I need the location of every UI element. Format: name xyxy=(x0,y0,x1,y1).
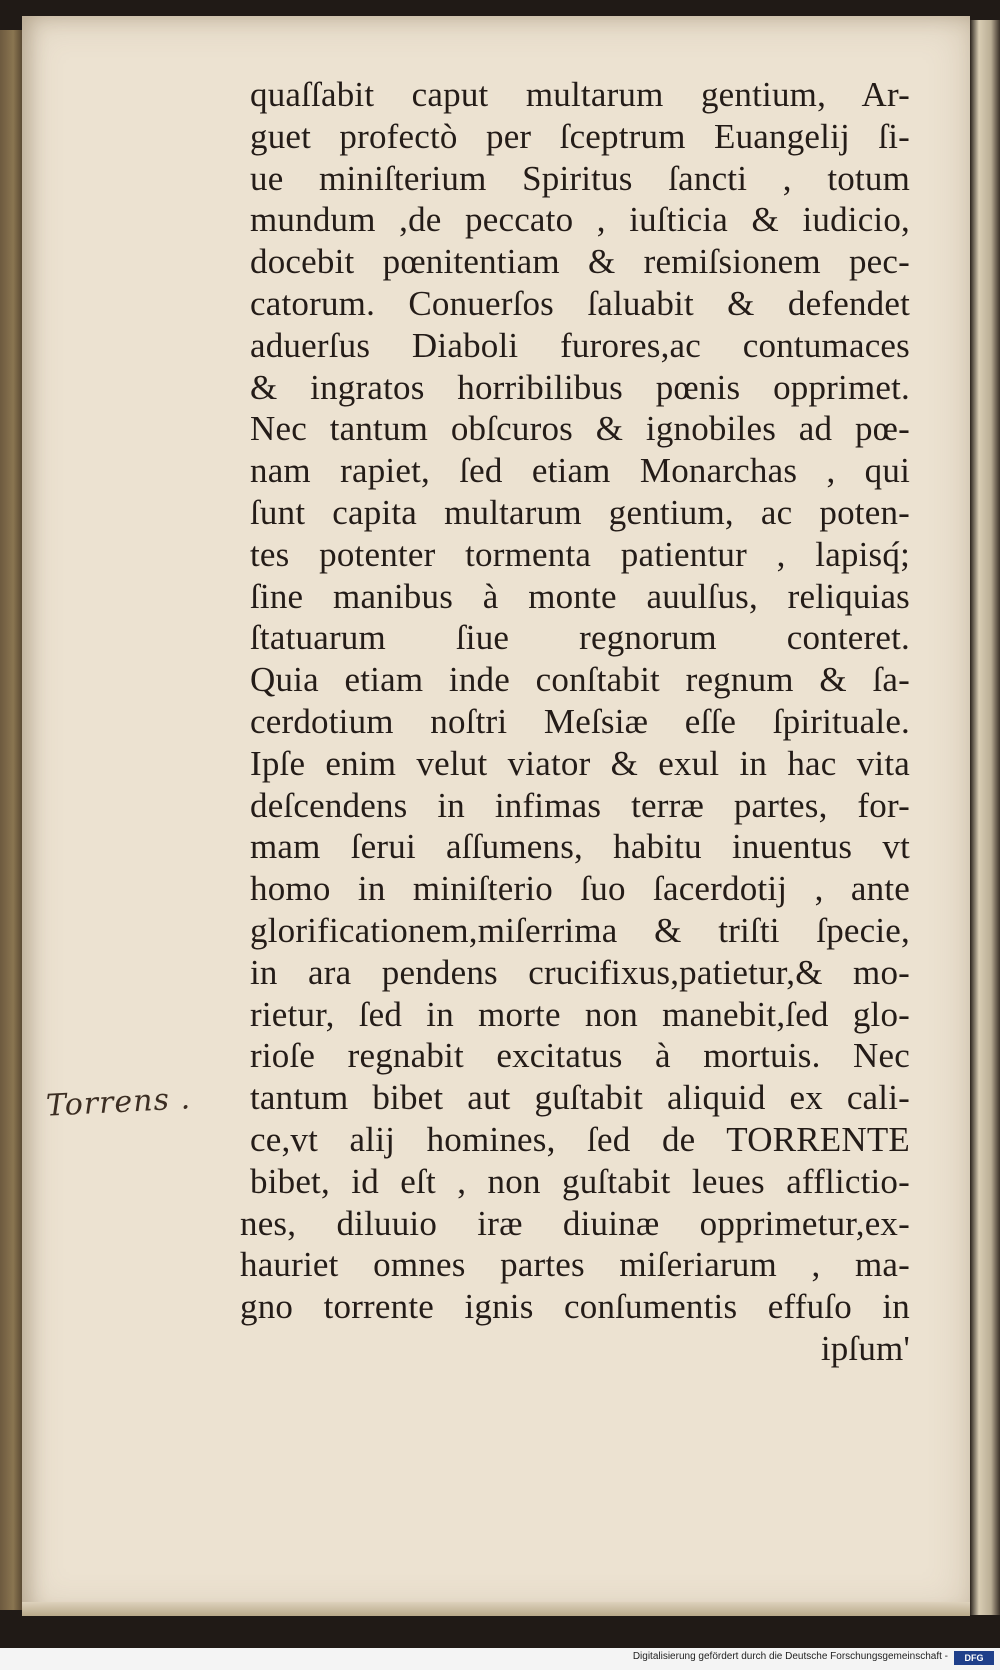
text-block xyxy=(240,74,910,1370)
text-line-1: quaſſabit caput multarum gentium, Ar- xyxy=(250,75,910,114)
digitization-credit: Digitalisierung gefördert durch die Deutsche Forschungsgemeinschaft - xyxy=(632,1651,948,1662)
text-line-17: Ipſe enim velut viator & exul in hac vita xyxy=(250,743,910,783)
text-line-4: mundum ,de peccato , iuſticia & iudicio, xyxy=(250,200,910,240)
text-line-21: glorificationem,miſerrima & triſti ſpecie, xyxy=(250,910,910,950)
text-line-22: in ara pendens crucifixus,patietur,& mo- xyxy=(250,952,910,992)
text-line-2: guet profectò per ſceptrum Euangelij ſi- xyxy=(250,116,910,156)
text-line-9: Nec tantum obſcuros & ignobiles ad pœ- xyxy=(250,409,910,449)
text-line-16: cerdotium noſtri Meſsiæ eſſe ſpirituale. xyxy=(250,701,910,741)
text-line-14: ſtatuarum ſiue regnorum conteret. xyxy=(250,618,910,658)
handwritten-margin-note: Torrens . xyxy=(45,1081,192,1124)
book-edge-left xyxy=(0,30,22,1610)
text-line-11: ſunt capita multarum gentium, ac poten- xyxy=(250,492,910,532)
text-line-6: catorum. Conuerſos ſaluabit & defendet xyxy=(250,283,910,323)
text-line-29: hauriet omnes partes miſeriarum , ma- xyxy=(240,1245,910,1285)
text-line-28: nes, diluuio iræ diuinæ opprimetur,ex- xyxy=(240,1203,910,1243)
text-line-25: tantum bibet aut guſtabit aliquid ex cali- xyxy=(250,1078,910,1118)
text-line-20: homo in miniſterio ſuo ſacerdotij , ante xyxy=(250,869,910,909)
text-line-7: aduerſus Diaboli furores,ac contumaces xyxy=(250,325,910,365)
edge-marks xyxy=(0,880,22,1000)
text-line-5: docebit pœnitentiam & remiſsionem pec- xyxy=(250,242,910,282)
text-line-18: deſcendens in infimas terræ partes, for- xyxy=(250,785,910,825)
text-line-24: rioſe regnabit excitatus à mortuis. Nec xyxy=(250,1036,910,1076)
text-line-30: gno torrente ignis conſumentis effuſo in xyxy=(240,1287,910,1327)
catchword: ipſum' xyxy=(820,1328,910,1368)
text-line-8: & ingratos horribilibus pœnis opprimet. xyxy=(250,367,910,407)
book-edge-right xyxy=(970,20,1000,1615)
text-line-3: ue miniſterium Spiritus ſancti , totum xyxy=(250,158,910,198)
text-line-23: rietur, ſed in morte non manebit,ſed glo- xyxy=(250,994,910,1034)
dfg-logo: DFG xyxy=(954,1651,994,1665)
text-line-12: tes potenter tormenta patientur , lapisq́; xyxy=(250,534,910,574)
text-line-26: ce,vt alij homines, ſed de TORRENTE xyxy=(250,1119,910,1159)
text-line-27: bibet, id eſt , non guſtabit leues afflictio- xyxy=(250,1161,910,1201)
text-line-15: Quia etiam inde conſtabit regnum & ſa- xyxy=(250,660,910,700)
text-line-13: ſine manibus à monte auulſus, reliquias xyxy=(250,576,910,616)
text-line-19: mam ſerui aſſumens, habitu inuentus vt xyxy=(250,827,910,867)
text-line-10: nam rapiet, ſed etiam Monarchas , qui xyxy=(250,451,910,491)
